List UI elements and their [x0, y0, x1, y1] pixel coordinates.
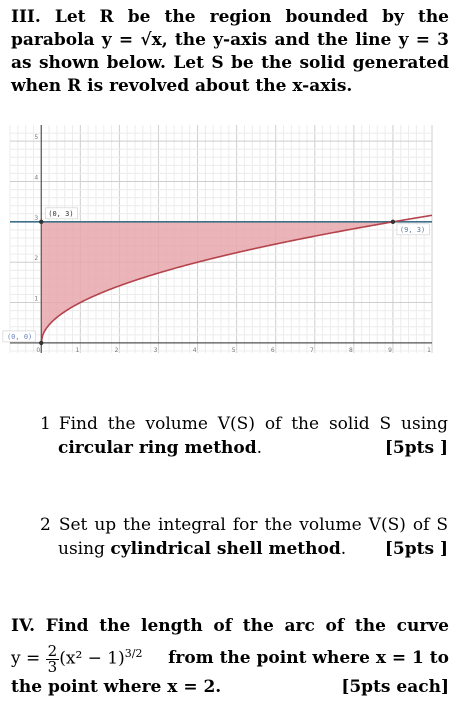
question-1-line-2: circular ring method. [5pts ] — [58, 438, 448, 458]
y-tick-label: 3 — [34, 214, 39, 222]
x-tick-label: 2 — [114, 346, 119, 354]
question-1 — [40, 412, 448, 460]
x-tick-label: 8 — [349, 346, 353, 354]
y-tick-label: 2 — [34, 255, 39, 263]
region-fill — [41, 222, 393, 343]
question-2-line-2: using cylindrical shell method. [5pts ] — [58, 539, 448, 559]
point-label: (0, 3) — [48, 209, 74, 218]
question-2-points: [5pts ] — [384, 539, 448, 559]
point-marker — [391, 220, 395, 224]
section-4-points: [5pts each] — [341, 676, 449, 697]
question-2-number: 2 — [40, 515, 51, 535]
question-1-points: [5pts ] — [384, 438, 448, 458]
y-tick-label: 5 — [34, 134, 39, 142]
x-tick-label: 5 — [231, 346, 236, 354]
question-1-method: circular ring method — [58, 438, 257, 458]
x-tick-label: 4 — [192, 346, 197, 354]
point-marker — [39, 341, 43, 345]
section-4-text — [11, 614, 449, 699]
section-4-line-1: IV. Find the length of the arc of the curve — [11, 616, 449, 636]
question-1-text: Find the volume V(S) of the solid S using — [58, 414, 448, 434]
y-tick-label: 1 — [34, 295, 39, 303]
question-2-method: cylindrical shell method — [110, 539, 341, 559]
section-3-text — [11, 6, 449, 98]
section-3-line-1: III. Let R be the region bounded by the — [11, 7, 449, 27]
x-tick-label: 1 — [427, 346, 431, 354]
question-2-text: Set up the integral for the volume V(S) of S — [58, 515, 448, 535]
x-tick-label: 6 — [270, 346, 275, 354]
question-1-number: 1 — [40, 414, 51, 434]
y-tick-label: 4 — [34, 174, 39, 182]
x-tick-label: 7 — [309, 346, 314, 354]
point-marker — [39, 220, 43, 224]
question-2 — [40, 513, 448, 561]
section-3-line-2: parabola y = √x, the y-axis and the line y = 3 — [11, 30, 449, 50]
question-1-line-1 — [40, 412, 448, 436]
section-4-line-3: the point where x = 2. [5pts each] — [11, 676, 449, 697]
section-4-equation-line — [11, 642, 449, 675]
section-4-line-2-text: from the point where x = 1 to — [168, 648, 449, 669]
point-label: (9, 3) — [399, 225, 426, 234]
region-graph — [6, 125, 432, 354]
question-2-line-1 — [40, 513, 448, 537]
x-tick-label: 1 — [75, 346, 80, 354]
section-4-equation: y = $\frac{2}{3}$ $(x^2 - 1)^{3/2}$ — [11, 641, 143, 676]
x-tick-label: 9 — [388, 346, 392, 354]
point-label: (0, 0) — [6, 332, 33, 341]
equation-fraction: $\frac{2}{3}$ — [47, 641, 58, 676]
section-3-line-3: as shown below. Let S be the solid generated — [11, 53, 449, 73]
x-tick-label: 3 — [153, 346, 158, 354]
section-3-line-4: when R is revolved about the x-axis. — [11, 76, 353, 96]
x-tick-label: 0 — [36, 346, 41, 354]
